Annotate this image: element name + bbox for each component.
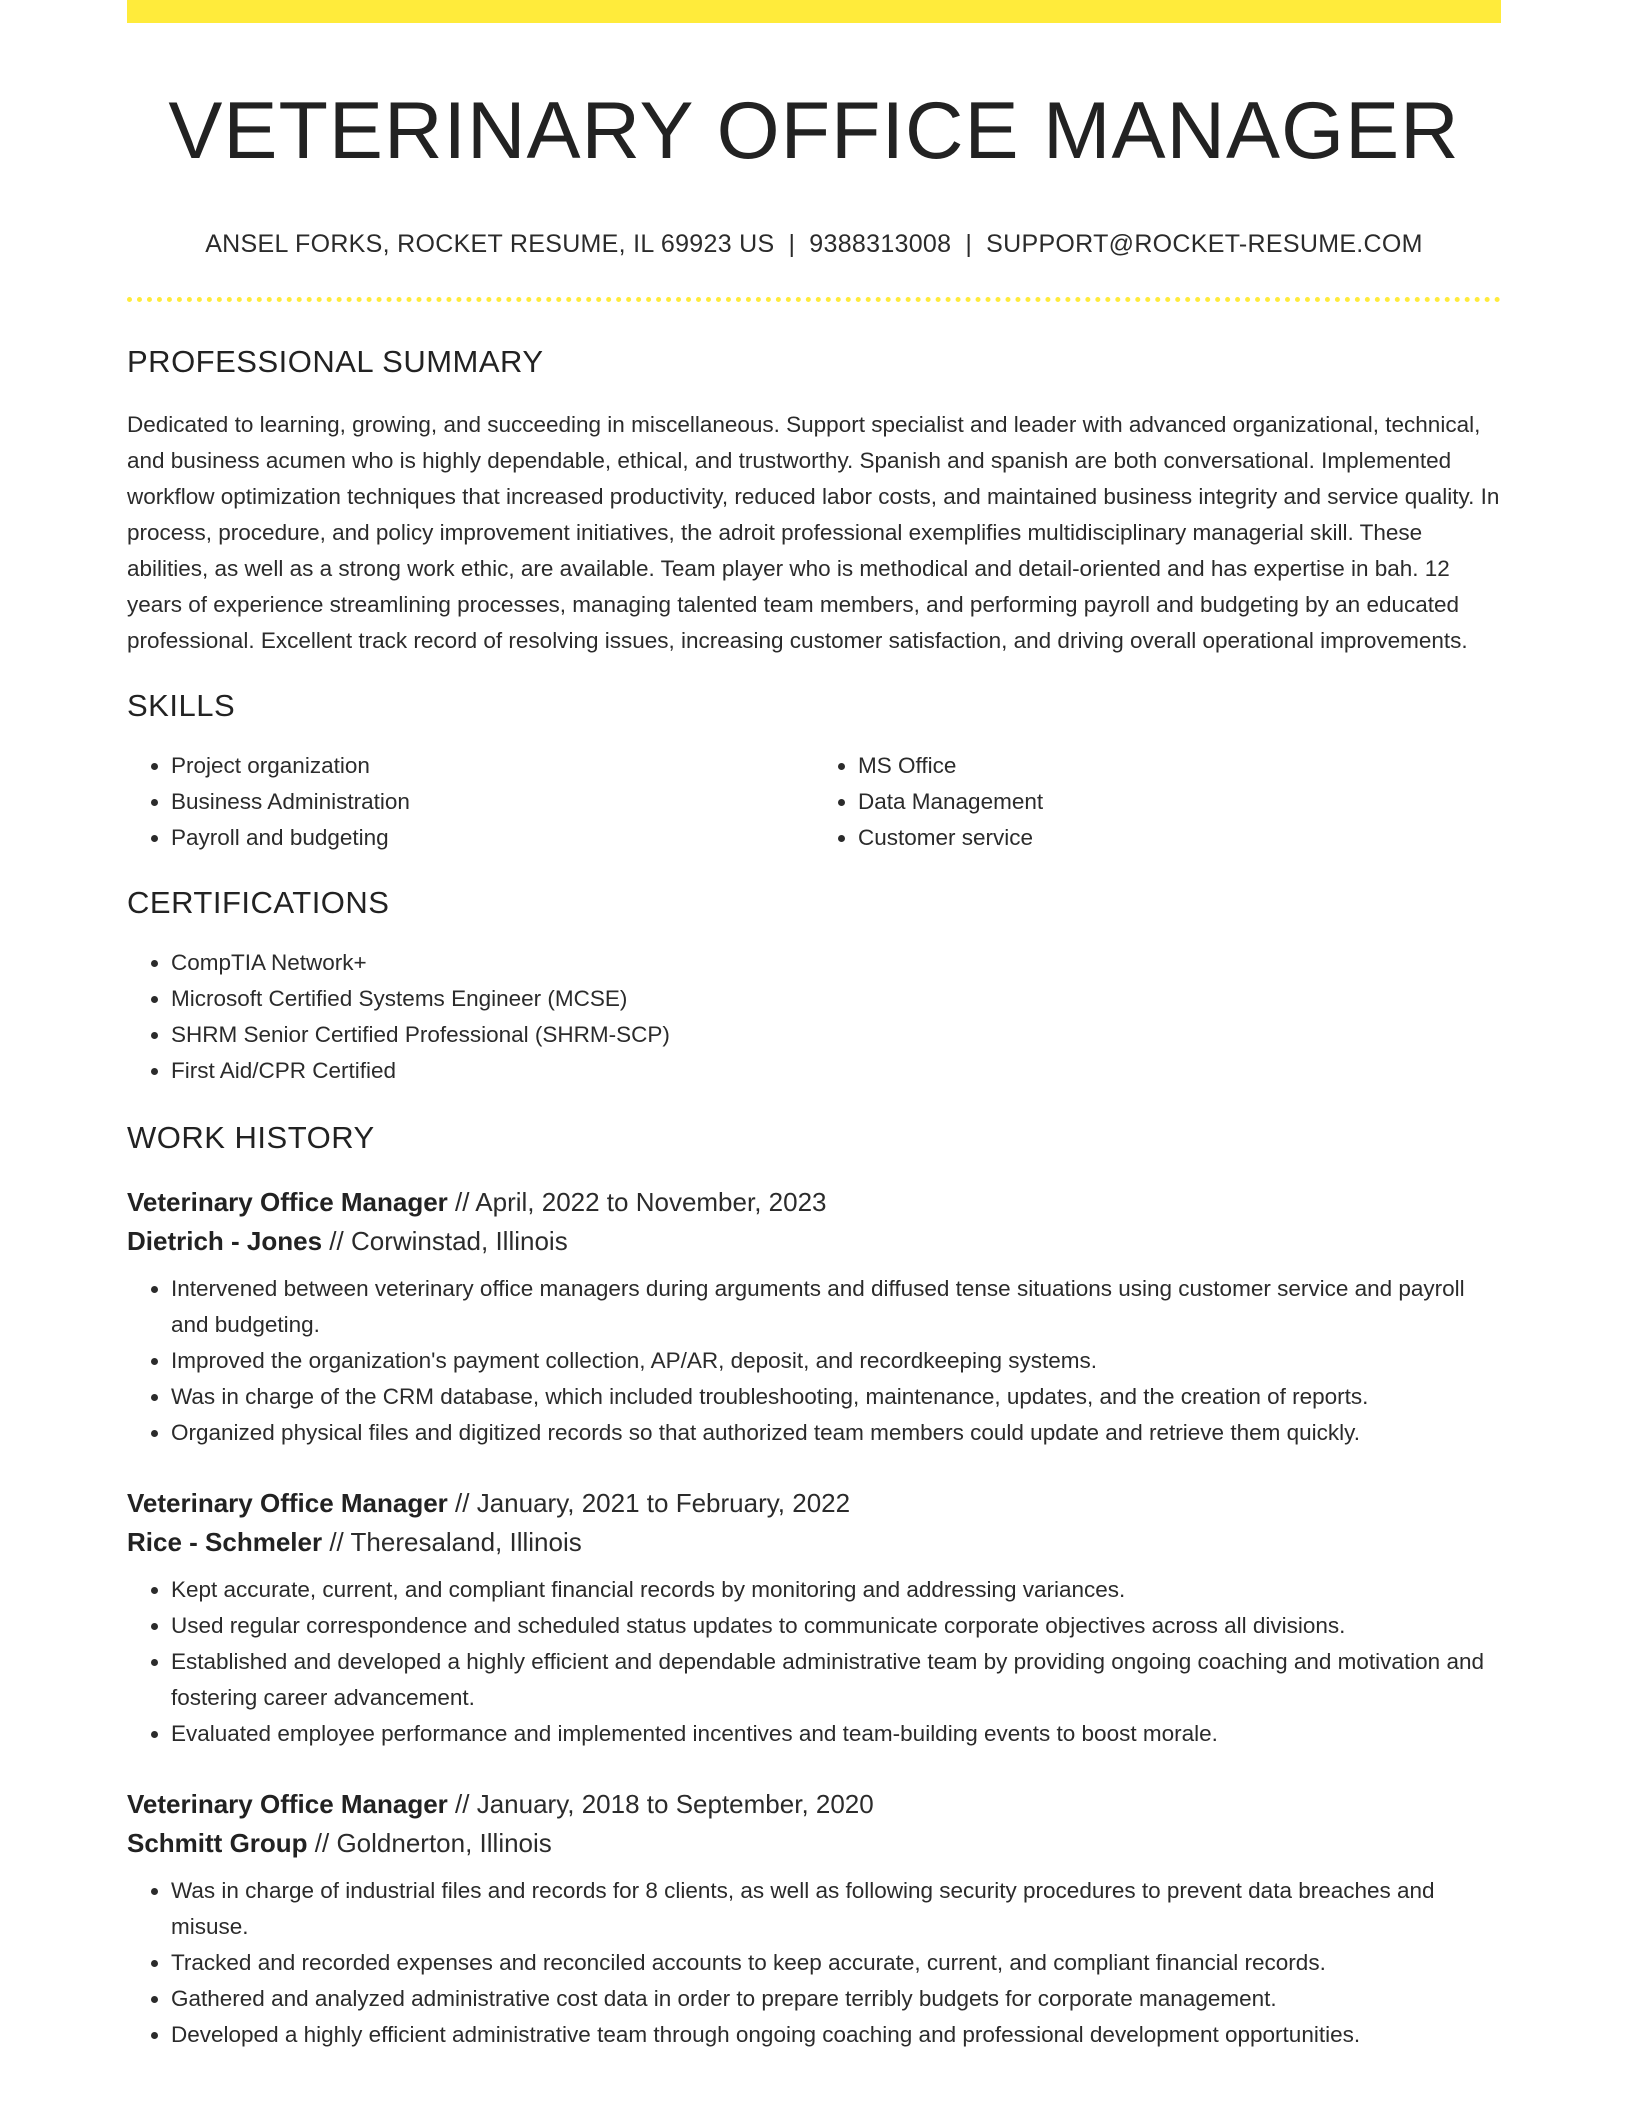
job-location: // Corwinstad, Illinois (322, 1226, 568, 1257)
contact-address: ANSEL FORKS, ROCKET RESUME, IL 69923 US (205, 230, 775, 259)
job-entry (127, 1484, 1501, 1752)
job-company: Dietrich - Jones (127, 1226, 323, 1257)
job-role: Veterinary Office Manager (127, 1789, 448, 1820)
job-dates: // April, 2022 to November, 2023 (447, 1187, 827, 1218)
job-title-line (127, 1785, 1501, 1824)
contact-line (127, 230, 1501, 259)
job-bullet: • Was in charge of the CRM database, which included troubleshooting, maintenance, updates, and the creation of reports. (171, 1379, 1501, 1415)
job-bullets (127, 1271, 1501, 1451)
dotted-divider (127, 297, 1501, 302)
job-dates: // January, 2021 to February, 2022 (447, 1488, 851, 1519)
job-bullet: • Was in charge of industrial files and records for 8 clients, as well as following security procedures to prevent data breaches and misuse. (171, 1873, 1501, 1945)
job-company: Rice - Schmeler (127, 1527, 323, 1558)
accent-bar (127, 0, 1501, 23)
job-location: // Goldnerton, Illinois (307, 1828, 552, 1859)
contact-email: SUPPORT@ROCKET-RESUME.COM (986, 230, 1423, 259)
certifications-heading: CERTIFICATIONS (127, 885, 390, 921)
job-bullet: • Improved the organization's payment collection, AP/AR, deposit, and recordkeeping systems. (171, 1343, 1501, 1379)
skills-heading: SKILLS (127, 688, 236, 724)
job-bullet: • Evaluated employee performance and implemented incentives and team-building events to boost morale. (171, 1716, 1501, 1752)
job-company-line (127, 1222, 1501, 1261)
job-role: Veterinary Office Manager (127, 1187, 448, 1218)
skills-list (127, 748, 1501, 856)
skill-item: • MS Office (858, 748, 1501, 784)
job-title-line (127, 1183, 1501, 1222)
job-bullets (127, 1572, 1501, 1752)
job-bullet: • Tracked and recorded expenses and reconciled accounts to keep accurate, current, and compliant financial records. (171, 1945, 1501, 1981)
job-bullet: • Used regular correspondence and scheduled status updates to communicate corporate objectives across all divisions. (171, 1608, 1501, 1644)
skills-column-left (127, 748, 814, 856)
contact-phone: 9388313008 (809, 230, 952, 259)
job-bullet: • Gathered and analyzed administrative cost data in order to prepare terribly budgets for corporate management. (171, 1981, 1501, 2017)
job-entry (127, 1183, 1501, 1451)
skill-item: • Business Administration (171, 784, 814, 820)
skill-item: • Payroll and budgeting (171, 820, 814, 856)
job-entry (127, 1785, 1501, 2053)
contact-separator: | (965, 230, 973, 259)
job-bullet: • Kept accurate, current, and compliant financial records by monitoring and addressing variances. (171, 1572, 1501, 1608)
skill-item: • Project organization (171, 748, 814, 784)
skill-item: • Customer service (858, 820, 1501, 856)
certifications-list (127, 945, 1501, 1089)
job-bullet: • Developed a highly efficient administrative team through ongoing coaching and professional development opportunities. (171, 2017, 1501, 2053)
contact-separator: | (788, 230, 796, 259)
summary-text: Dedicated to learning, growing, and succeeding in miscellaneous. Support specialist and leader with advanced organizational, technical, and business acumen who is highly dependable, ethical, and trustworthy. Spanish and spanish are both conversational. Implemented workflow optimization techniques that increased productivity, reduced labor costs, and maintained business integrity and service quality. In process, procedure, and policy improvement initiatives, the adroit professional exemplifies multidisciplinary managerial skill. These abilities, as well as a strong work ethic, are available. Team player who is methodical and detail-oriented and has expertise in bah. 12 years of experience streamlining processes, managing talented team members, and performing payroll and budgeting by an educated professional. Excellent track record of resolving issues, increasing customer satisfaction, and driving overall operational improvements. (127, 412, 1500, 654)
skills-column-right (814, 748, 1501, 856)
certification-item: • CompTIA Network+ (171, 945, 1501, 981)
job-role: Veterinary Office Manager (127, 1488, 448, 1519)
summary-heading: PROFESSIONAL SUMMARY (127, 344, 544, 380)
job-bullets (127, 1873, 1501, 2053)
certification-item: • First Aid/CPR Certified (171, 1053, 1501, 1089)
certification-item: • SHRM Senior Certified Professional (SHRM-SCP) (171, 1017, 1501, 1053)
job-bullet: • Organized physical files and digitized records so that authorized team members could update and retrieve them quickly. (171, 1415, 1501, 1451)
job-company-line (127, 1523, 1501, 1562)
job-bullet: • Intervened between veterinary office managers during arguments and diffused tense situations using customer service and payroll and budgeting. (171, 1271, 1501, 1343)
resume-content (127, 23, 1501, 2053)
job-title-line (127, 1484, 1501, 1523)
job-dates: // January, 2018 to September, 2020 (447, 1789, 874, 1820)
work-history-heading: WORK HISTORY (127, 1120, 375, 1156)
job-location: // Theresaland, Illinois (322, 1527, 582, 1558)
job-bullet: • Established and developed a highly efficient and dependable administrative team by providing ongoing coaching and motivation and fostering career advancement. (171, 1644, 1501, 1716)
job-company-line (127, 1824, 1501, 1863)
certification-item: • Microsoft Certified Systems Engineer (MCSE) (171, 981, 1501, 1017)
resume-title: VETERINARY OFFICE MANAGER (168, 86, 1460, 176)
skill-item: • Data Management (858, 784, 1501, 820)
job-company: Schmitt Group (127, 1828, 308, 1859)
